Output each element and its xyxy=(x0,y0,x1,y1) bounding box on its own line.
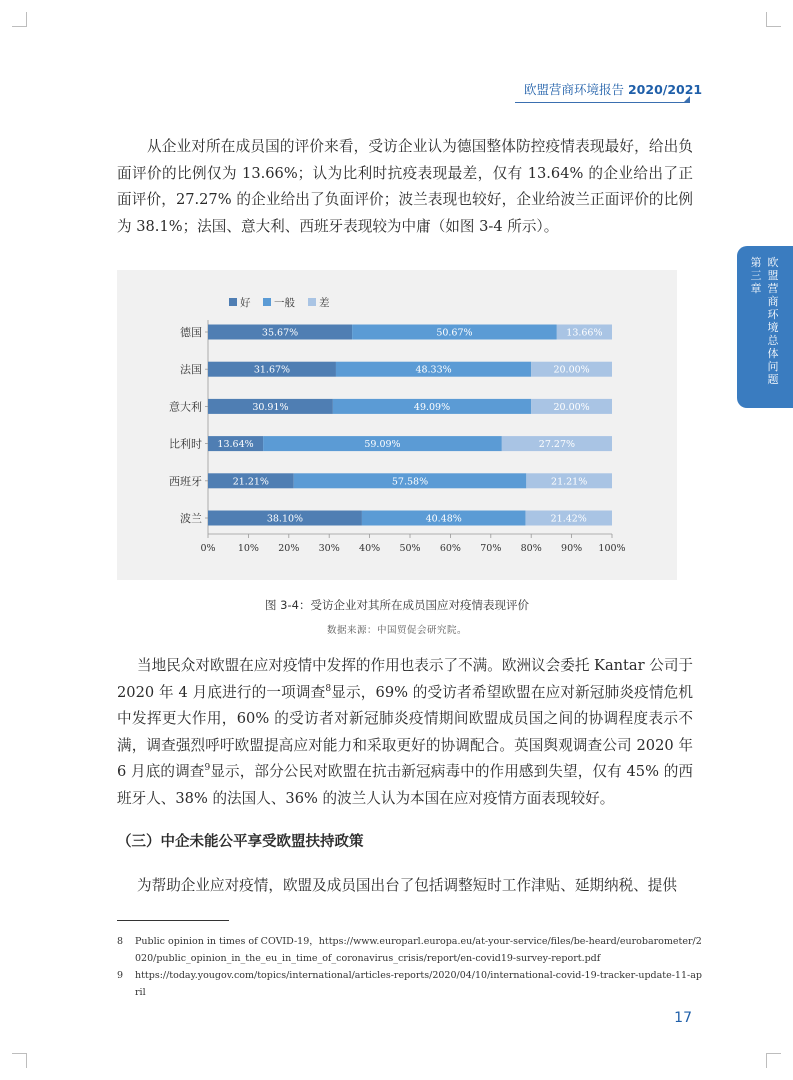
data-label: 13.64% xyxy=(217,439,254,451)
running-header-year: 2020/2021 xyxy=(627,82,703,97)
paragraph-1: 从企业对所在成员国的评价来看，受访企业认为德国整体防控疫情表现最好，给出负面评价的比例仅为 13.66%；认为比利时抗疫表现最差，仅有 13.64% 的企业给出了正面评价，27.27% 的企业给出了负面评价；波兰表现也较好，企业给波兰正面评价的比例为 38.1%；法国、意大利、西班牙表现较为中庸（如图 3-4 所示）。 xyxy=(117,138,693,235)
x-tick-label: 90% xyxy=(561,543,583,554)
x-tick-label: 80% xyxy=(520,543,542,554)
footnote-ref-8[interactable]: 8 xyxy=(325,683,332,694)
paragraph-2-part-b: 显示，69% 的受访者希望欧盟在应对新冠肺炎疫情危机中发挥更大作用，60% 的受访者对新冠肺炎疫情期间欧盟成员国之间的协调程度表示不满，调查强烈呼吁欧盟提高应对能力和采取更好的协调配合。英国舆观调查公司 2020 年 6 月底的调查 xyxy=(117,683,693,780)
stacked-bar-chart xyxy=(117,270,677,580)
crop-mark-bottom-left xyxy=(12,1053,27,1068)
footnote-ref-9[interactable]: 9 xyxy=(204,763,211,774)
crop-mark-bottom-right xyxy=(766,1053,781,1068)
category-label: 意大利 xyxy=(169,400,202,414)
x-tick-label: 0% xyxy=(200,543,216,554)
legend-label: 差 xyxy=(319,297,330,309)
data-label: 38.10% xyxy=(266,513,304,525)
category-label: 波兰 xyxy=(180,512,202,525)
crop-mark-top-right xyxy=(766,12,781,27)
section-title: （三）中企未能公平享受欧盟扶持政策 xyxy=(117,834,364,850)
paragraph-2-part-c: 显示，部分公民对欧盟在抗击新冠病毒中的作用感到失望，仅有 45% 的西班牙人、38% 的法国人、36% 的波兰人认为本国在应对疫情方面表现较好。 xyxy=(117,763,693,807)
x-tick-label: 10% xyxy=(237,543,259,554)
data-label: 20.00% xyxy=(553,401,590,413)
data-label: 49.09% xyxy=(413,401,451,413)
legend-swatch xyxy=(229,298,237,306)
figure-chart xyxy=(117,270,677,580)
running-header-title: 欧盟营商环境报告 xyxy=(524,82,628,97)
data-label: 13.66% xyxy=(566,327,603,339)
footnote-link[interactable]: Public opinion in times of COVID-19，https://www.europarl.europa.eu/at-your-service/files/be-heard/eurobarometer/2020/public_opinion_in_the_eu_in_time_of_coronavirus_crisis/report/en-covid19-survey-report.pdf xyxy=(135,936,702,964)
x-tick-label: 40% xyxy=(359,543,381,554)
footnote-rule xyxy=(117,920,229,921)
data-label: 21.42% xyxy=(550,513,587,525)
category-label: 德国 xyxy=(180,326,202,339)
paragraph-2 xyxy=(117,653,693,812)
legend-swatch xyxy=(308,298,316,306)
category-label: 法国 xyxy=(180,363,202,377)
x-tick-label: 30% xyxy=(318,543,340,554)
chapter-title: 欧盟营商环境总体问题 xyxy=(767,256,779,386)
data-label: 21.21% xyxy=(551,476,588,488)
data-label: 35.67% xyxy=(261,327,299,339)
page-number: 17 xyxy=(674,1010,692,1026)
data-label: 48.33% xyxy=(415,364,452,376)
chapter-number: 第三章 xyxy=(750,256,762,295)
footnote-9 xyxy=(117,967,702,1001)
data-label: 27.27% xyxy=(538,439,576,451)
legend-swatch xyxy=(263,298,271,306)
legend-label: 一般 xyxy=(274,297,295,309)
footnote-8 xyxy=(117,933,702,967)
category-label: 比利时 xyxy=(169,437,202,451)
category-label: 西班牙 xyxy=(169,474,202,488)
header-rule xyxy=(515,102,690,103)
data-label: 20.00% xyxy=(553,364,590,376)
paragraph-2-part-a: 当地民众对欧盟在应对疫情中发挥的作用也表示了不满。欧洲议会委托 Kantar 公司于 2020 年 4 月底进行的一项调查 xyxy=(117,657,694,701)
footnote-link[interactable]: https://today.yougov.com/topics/international/articles-reports/2020/04/10/international-covid-19-tracker-update-11-april xyxy=(135,970,702,998)
x-tick-label: 100% xyxy=(598,543,626,554)
crop-mark-top-left xyxy=(12,12,27,27)
paragraph-3: 为帮助企业应对疫情，欧盟及成员国出台了包括调整短时工作津贴、延期纳税、提供 xyxy=(137,877,677,894)
x-tick-label: 70% xyxy=(480,543,502,554)
x-tick-label: 60% xyxy=(439,543,461,554)
footnote-number: 8 xyxy=(117,936,124,947)
x-tick-label: 50% xyxy=(399,543,421,554)
header-corner-mark xyxy=(683,96,690,103)
running-header xyxy=(524,80,702,98)
x-tick-label: 20% xyxy=(278,543,300,554)
data-label: 40.48% xyxy=(425,513,462,525)
data-label: 31.67% xyxy=(253,364,291,376)
data-label: 50.67% xyxy=(436,327,473,339)
footnotes xyxy=(117,933,702,1001)
legend-label: 好 xyxy=(240,297,251,309)
figure-source: 数据来源：中国贸促会研究院。 xyxy=(326,625,467,636)
data-label: 30.91% xyxy=(252,401,289,413)
data-label: 59.09% xyxy=(364,439,401,451)
chapter-side-tab[interactable] xyxy=(737,246,793,408)
footnote-number: 9 xyxy=(117,970,124,981)
figure-caption: 图 3-4：受访企业对其所在成员国应对疫情表现评价 xyxy=(265,598,529,612)
data-label: 21.21% xyxy=(232,476,269,488)
data-label: 57.58% xyxy=(391,476,429,488)
